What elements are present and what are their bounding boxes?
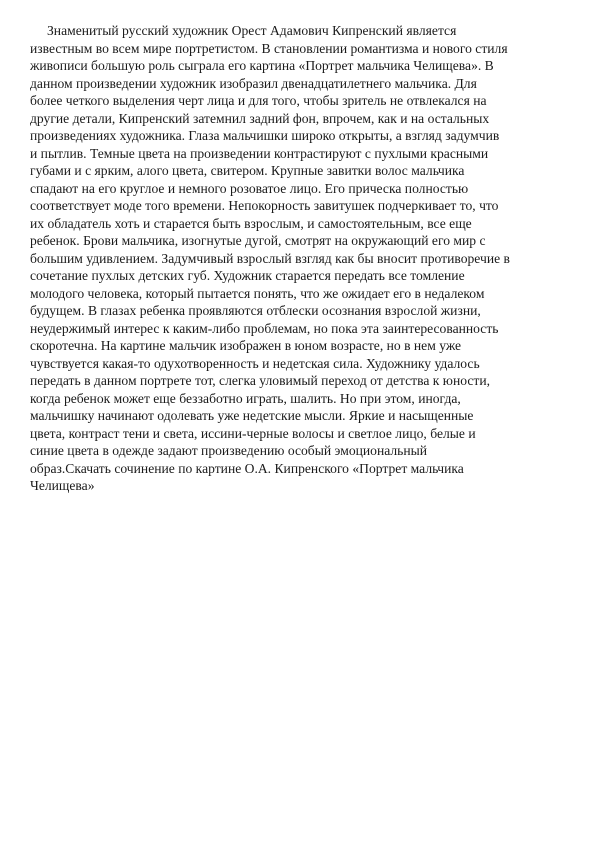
essay-line: и пытлив. Темные цвета на произведении контрастируют с пухлыми красными [30,145,489,161]
essay-line: соответствует моде того времени. Непокорность завитушек подчеркивает то, что [30,198,499,213]
essay-line: их обладатель хоть и старается быть взрослым, и самостоятельным, все еще [30,215,472,231]
essay-line: синие цвета в одежде задают произведению особый эмоциональный [30,443,428,458]
essay-line: чувствуется какая-то одухотворенность и недетская сила. Художнику удалось [30,355,480,371]
essay-line: образ.Скачать сочинение по картине О.А. Кипренского «Портрет мальчика [30,460,464,476]
essay-line: Знаменитый русский художник Орест Адамович Кипренский является [47,23,457,38]
essay-line: неудержимый интерес к каким-либо проблемам, но пока эта заинтересованность [30,320,499,336]
essay-line: Челищева» [30,478,95,493]
essay-line: когда ребенок может еще беззаботно играть, шалить. Но при этом, иногда, [30,390,461,406]
essay-line: другие детали, Кипренский затемнил задний фон, впрочем, как и на остальных [30,110,490,126]
essay-line: известным во всем мире портретистом. В становлении романтизма и нового стиля [30,40,508,56]
essay-line: произведениях художника. Глаза мальчишки широко открыты, а взгляд задумчив [30,128,500,143]
essay-line: будущем. В глазах ребенка проявляются отблески осознания взрослой жизни, [30,303,481,318]
essay-line: передать в данном портрете тот, слегка уловимый переход от детства к юности, [30,373,491,388]
essay-line: ребенок. Брови мальчика, изогнутые дугой, смотрят на окружающий его мир с [30,233,486,248]
essay-line: скоротечна. На картине мальчик изображен в юном возрасте, но в нем уже [30,338,462,353]
essay-body [30,22,570,495]
essay-line: сочетание пухлых детских губ. Художник старается передать все томление [30,268,465,283]
essay-line: данном произведении художник изобразил двенадцатилетнего мальчика. Для [30,75,477,91]
essay-line: спадают на его круглое и немного розоватое лицо. Его прическа полностью [30,180,469,196]
essay-line: губами и с ярким, алого цвета, свитером. Крупные завитки волос мальчика [30,163,465,178]
essay-line: мальчишку начинают одолевать уже недетские мысли. Яркие и насыщенные [30,408,474,423]
essay-line: молодого человека, который пытается понять, что же ожидает его в недалеком [30,285,485,301]
essay-line: цвета, контраст тени и света, иссини-черные волосы и светлое лицо, белые и [30,425,476,441]
essay-line: более четкого выделения черт лица и для того, чтобы зритель не отвлекался на [30,93,487,108]
essay-line: большим удивлением. Задумчивый взрослый взгляд как бы вносит противоречие в [30,250,510,266]
essay-line: живописи большую роль сыграла его картина «Портрет мальчика Челищева». В [30,58,494,73]
